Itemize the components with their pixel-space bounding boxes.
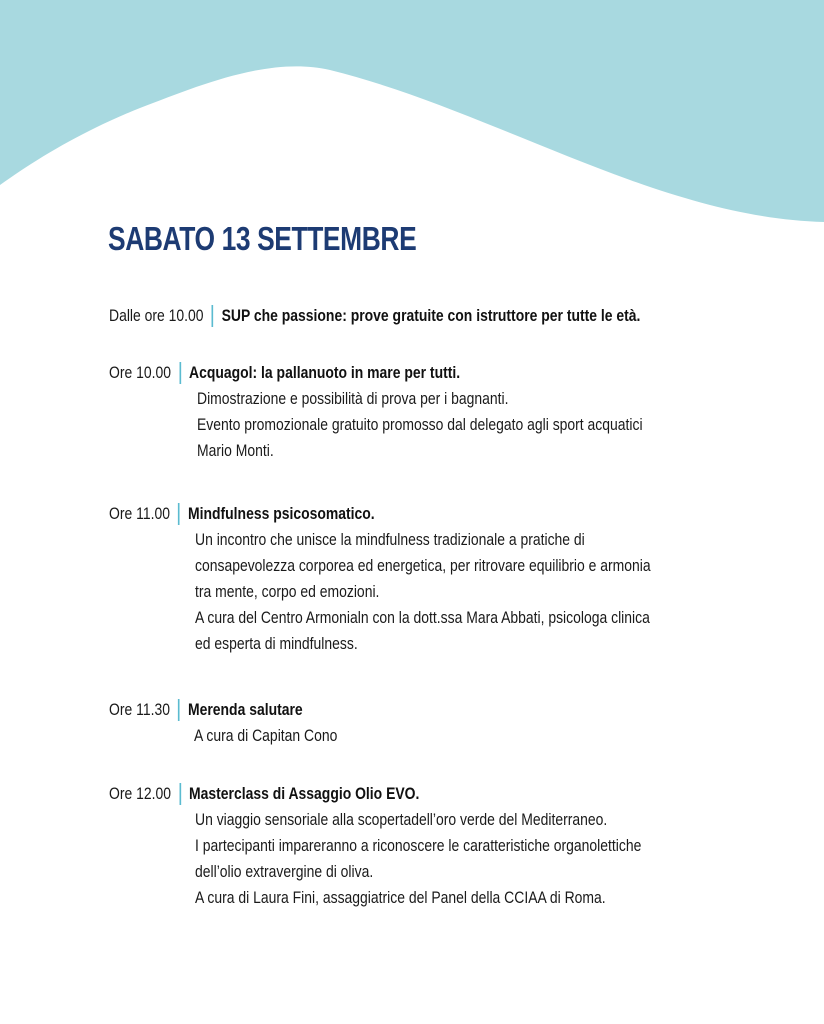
event-header <box>109 303 640 329</box>
event-title: Masterclass di Assaggio Olio EVO. <box>189 784 420 803</box>
event-item <box>109 697 369 749</box>
event-description <box>197 386 643 464</box>
event-description <box>195 807 641 911</box>
wave-shape <box>0 0 824 222</box>
event-item <box>109 501 751 657</box>
event-title: Acquagol: la pallanuoto in mare per tutti. <box>189 363 461 382</box>
event-header <box>109 781 626 807</box>
description-line: A cura di Capitan Cono <box>194 726 338 745</box>
event-time: Dalle ore 10.00 <box>109 306 204 325</box>
description-line: ed esperta di mindfulness. <box>195 634 358 653</box>
description-line: I partecipanti impareranno a riconoscere le caratteristiche organolettiche <box>195 836 642 855</box>
wave-decoration <box>0 0 824 240</box>
event-title: Merenda salutare <box>188 700 303 719</box>
page-title: SABATO 13 SETTEMBRE <box>108 220 417 257</box>
event-time: Ore 10.00 <box>109 363 171 382</box>
event-time: Ore 11.00 <box>109 504 170 523</box>
description-line: Un incontro che unisce la mindfulness tradizionale a pratiche di <box>195 530 585 549</box>
separator-bar <box>212 305 214 327</box>
separator-bar <box>178 699 180 721</box>
event-title: Mindfulness psicosomatico. <box>188 504 375 523</box>
event-description <box>194 723 337 749</box>
description-line: dell’olio extravergine di oliva. <box>195 862 374 881</box>
description-line: Evento promozionale gratuito promosso dal delegato agli sport acquatici <box>197 415 643 434</box>
separator-bar <box>179 783 181 805</box>
description-line: tra mente, corpo ed emozioni. <box>195 582 380 601</box>
description-line: Un viaggio sensoriale alla scopertadell’oro verde del Mediterraneo. <box>195 810 608 829</box>
separator-bar <box>178 503 180 525</box>
event-header <box>109 360 627 386</box>
description-line: Mario Monti. <box>197 441 274 460</box>
event-item <box>109 360 740 464</box>
description-line: Dimostrazione e possibilità di prova per i bagnanti. <box>197 389 509 408</box>
event-header <box>109 697 322 723</box>
description-line: A cura di Laura Fini, assaggiatrice del Panel della CCIAA di Roma. <box>195 888 606 907</box>
event-title: SUP che passione: prove gratuite con istruttore per tutte le età. <box>221 306 641 325</box>
event-time: Ore 12.00 <box>109 784 171 803</box>
separator-bar <box>179 362 181 384</box>
event-item <box>109 781 739 911</box>
event-item <box>109 303 757 329</box>
event-header <box>109 501 635 527</box>
description-line: consapevolezza corporea ed energetica, per ritrovare equilibrio e armonia <box>195 556 651 575</box>
event-time: Ore 11.30 <box>109 700 170 719</box>
description-line: A cura del Centro Armonialn con la dott.ssa Mara Abbati, psicologa clinica <box>195 608 650 627</box>
event-description <box>195 527 651 657</box>
